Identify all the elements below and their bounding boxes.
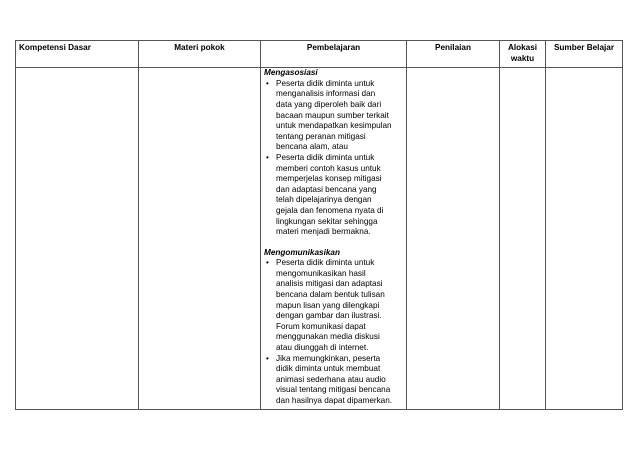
line: memberi contoh kasus untuk [276,163,381,173]
list-item [264,153,403,238]
bullet-list-mengomunikasikan [264,258,403,406]
line: Peserta didik diminta untuk [276,78,375,88]
cell-sumber-belajar [546,68,623,409]
section-spacer [264,238,403,248]
line: dan hasilnya dapat dipamerkan. [276,396,393,405]
line: atau diunggah di internet. [276,343,369,353]
line: tentang peranan mitigasi [276,131,366,141]
line: menganalisis informasi dan [276,89,376,99]
bullet-icon: • [266,353,269,363]
line: memperjelas konsep mitigasi [276,174,382,184]
header-pembelajaran: Pembelajaran [261,41,407,68]
line: visual tentang mitigasi bencana [276,385,391,395]
cell-alokasi-waktu [500,68,546,409]
line: mengomunikasikan hasil [276,268,366,278]
header-sumber-belajar: Sumber Belajar [546,41,623,68]
header-materi-pokok: Materi pokok [139,41,261,68]
line: bencana alam, atau [276,142,348,152]
list-item [264,354,403,407]
bullet-list-mengasosiasi [264,79,403,238]
line: telah dipelajarinya dengan [276,195,372,205]
line: untuk mendapatkan kesimpulan [276,121,392,131]
line: Peserta didik diminta untuk [276,152,375,162]
line: data yang diperoleh baik dari [276,99,382,109]
header-penilaian: Penilaian [407,41,500,68]
line: animasi sederhana atau audio [276,374,386,384]
line: menggunakan media diskusi [276,332,380,342]
line: Forum komunikasi dapat [276,321,366,331]
header-kompetensi-dasar: Kompetensi Dasar [16,41,139,68]
line: gejala dan fenomena nyata di [276,205,384,215]
header-alokasi-waktu: Alokasi waktu [500,41,546,68]
cell-pembelajaran [261,68,407,409]
table-row [16,68,623,409]
line: materi menjadi bermakna. [276,227,371,237]
cell-materi-pokok [139,68,261,409]
line: lingkungan sekitar sehingga [276,216,378,226]
cell-penilaian [407,68,500,409]
cell-kompetensi-dasar [16,68,139,409]
line: Peserta didik diminta untuk [276,258,375,268]
list-item [264,79,403,153]
section-title-mengasosiasi: Mengasosiasi [264,68,318,78]
line: mapun lisan yang dilengkapi [276,300,380,310]
line: dengan gambar dan ilustrasi. [276,311,382,321]
line: dan adaptasi bencana yang [276,184,377,194]
list-item [264,258,403,353]
line: bencana dalam bentuk tulisan [276,290,385,300]
table-header-row [16,41,623,68]
lesson-plan-table [15,40,623,410]
bullet-icon: • [266,258,269,268]
line: bacaan maupun sumber terkait [276,110,389,120]
bullet-icon: • [266,152,269,162]
line: analisis mitigasi dan adaptasi [276,279,383,289]
bullet-icon: • [266,78,269,88]
line: Jika memungkinkan, peserta [276,353,381,363]
line: didik diminta untuk membuat [276,364,381,374]
section-title-mengomunikasikan: Mengomunikasikan [264,247,340,257]
